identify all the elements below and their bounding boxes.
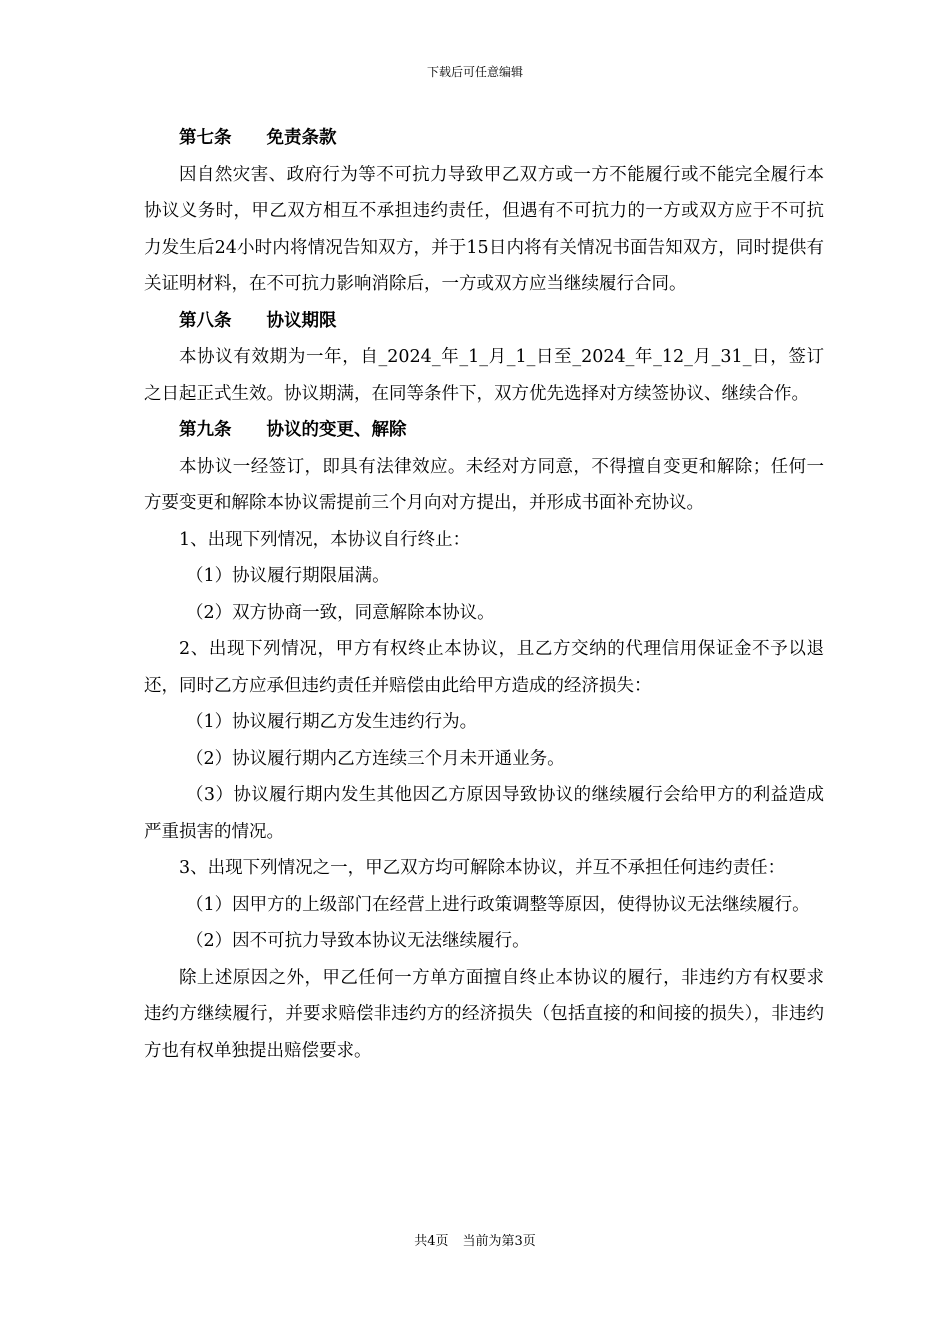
section-number: 第九条 [179, 420, 232, 440]
page-total: 共4页 [414, 1234, 449, 1249]
section-title: 免责条款 [266, 128, 337, 148]
sub-list-item: （2）因不可抗力导致本协议无法继续履行。 [186, 931, 530, 951]
page-footer [0, 1233, 950, 1251]
sub-list-item: （2）协议履行期内乙方连续三个月未开通业务。 [186, 748, 565, 769]
section-heading-9 [144, 412, 824, 449]
list-item: 1、出现下列情况，本协议自行终止： [179, 529, 471, 550]
paragraph: 本协议有效期为一年，自_2024_年_1_月_1_日至_2024_年_12_月_31_日，签订之日起正式生效。协议期满，在同等条件下，双方优先选择对方续签协议、继续合作。 [144, 347, 824, 404]
paragraph: 因自然灾害、政府行为等不可抗力导致甲乙双方或一方不能履行或不能完全履行本协议义务时，甲乙双方相互不承担违约责任，但遇有不可抗力的一方或双方应于不可抗力发生后24小时内将情况告知双方，并于15日内将有关情况书面告知双方，同时提供有关证明材料，在不可抗力影响消除后，一方或双方应当继续履行合同。 [144, 164, 824, 294]
section-title: 协议期限 [266, 310, 337, 331]
section-heading-8 [144, 303, 824, 340]
sub-list-item: （2）双方协商一致，同意解除本协议。 [186, 602, 495, 623]
list-item: 2、出现下列情况，甲方有权终止本协议，且乙方交纳的代理信用保证金不予以退还，同时乙方应承但违约责任并赔偿由此给甲方造成的经济损失： [144, 639, 824, 696]
list-item: 3、出现下列情况之一，甲乙双方均可解除本协议，并互不承担任何违约责任： [179, 858, 786, 878]
section-heading-7 [144, 120, 824, 157]
section-number: 第七条 [179, 128, 232, 148]
section-title: 协议的变更、解除 [266, 420, 407, 440]
section-number: 第八条 [179, 310, 232, 331]
page-current: 当前为第3页 [462, 1234, 536, 1249]
paragraph: 本协议一经签订，即具有法律效应。未经对方同意，不得擅自变更和解除；任何一方要变更和解除本协议需提前三个月向对方提出，并形成书面补充协议。 [144, 456, 824, 513]
sub-list-item: （1）因甲方的上级部门在经营上进行政策调整等原因，使得协议无法继续履行。 [186, 894, 810, 915]
sub-list-item: （1）协议履行期限届满。 [186, 566, 390, 586]
document-body [144, 120, 824, 1069]
sub-list-item: （1）协议履行期乙方发生违约行为。 [186, 712, 478, 732]
page-header: 下载后可任意编辑 [426, 65, 523, 79]
paragraph: 除上述原因之外，甲乙任何一方单方面擅自终止本协议的履行，非违约方有权要求违约方继续履行，并要求赔偿非违约方的经济损失（包括直接的和间接的损失），非违约方也有权单独提出赔偿要求。 [144, 967, 824, 1061]
sub-list-item: （3）协议履行期内发生其他因乙方原因导致协议的继续履行会给甲方的利益造成严重损害的情况。 [144, 785, 824, 842]
